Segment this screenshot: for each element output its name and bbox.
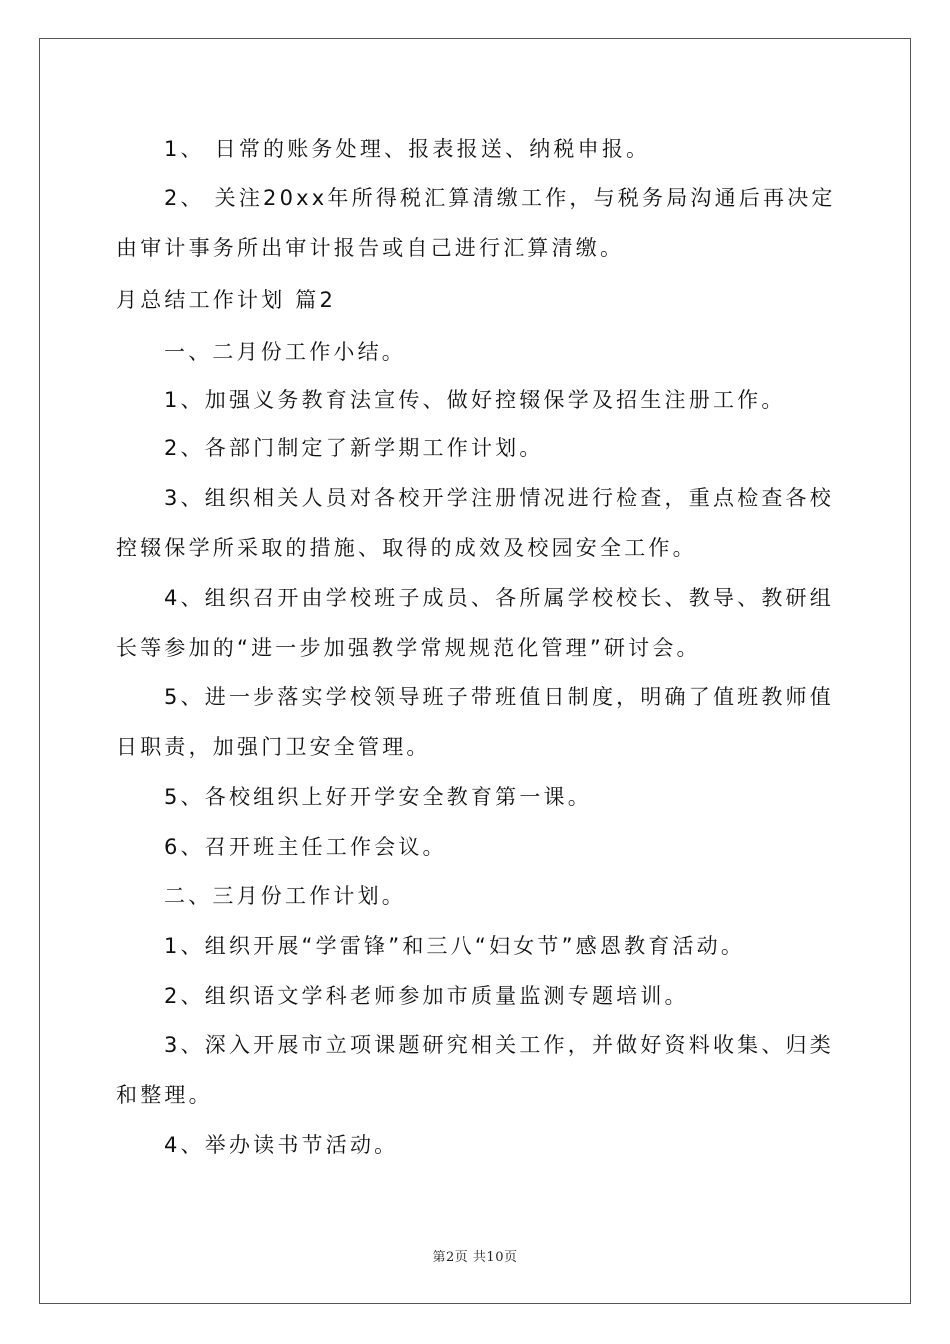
paragraph-line: 1、加强义务教育法宣传、做好控辍保学及招生注册工作。: [164, 388, 786, 412]
paragraph-line: 2、各部门制定了新学期工作计划。: [164, 436, 544, 460]
paragraph-line: 二、三月份工作计划。: [164, 884, 406, 908]
paragraph-line: 1、 日常的账务处理、报表报送、纳税申报。: [164, 137, 651, 161]
paragraph-line: 2、 关注20xx年所得税汇算清缴工作，与税务局沟通后再决定: [164, 186, 836, 210]
paragraph-line: 长等参加的“进一步加强教学常规规范化管理”研讨会。: [116, 636, 701, 660]
paragraph-line: 1、组织开展“学雷锋”和三八“妇女节”感恩教育活动。: [164, 934, 746, 958]
paragraph-line: 5、进一步落实学校领导班子带班值日制度，明确了值班教师值: [164, 685, 834, 709]
paragraph-line: 6、召开班主任工作会议。: [164, 835, 447, 859]
paragraph-line: 和整理。: [116, 1083, 213, 1107]
paragraph-line: 5、各校组织上好开学安全教育第一课。: [164, 785, 592, 809]
paragraph-line: 4、举办读书节活动。: [164, 1133, 399, 1157]
paragraph-line: 一、二月份工作小结。: [164, 340, 406, 364]
paragraph-line: 3、深入开展市立项课题研究相关工作，并做好资料收集、归类: [164, 1033, 834, 1057]
paragraph-line: 3、组织相关人员对各校开学注册情况进行检查，重点检查各校: [164, 486, 834, 510]
page-number-footer: 第2页 共10页: [432, 1250, 518, 1265]
section-heading: 月总结工作计划 篇2: [116, 288, 337, 312]
paragraph-line: 4、组织召开由学校班子成员、各所属学校校长、教导、教研组: [164, 586, 834, 610]
paragraph-line: 日职责，加强门卫安全管理。: [116, 735, 431, 759]
paragraph-line: 由审计事务所出审计报告或自己进行汇算清缴。: [116, 236, 625, 260]
paragraph-line: 2、组织语文学科老师参加市质量监测专题培训。: [164, 984, 689, 1008]
paragraph-line: 控辍保学所采取的措施、取得的成效及校园安全工作。: [116, 536, 697, 560]
